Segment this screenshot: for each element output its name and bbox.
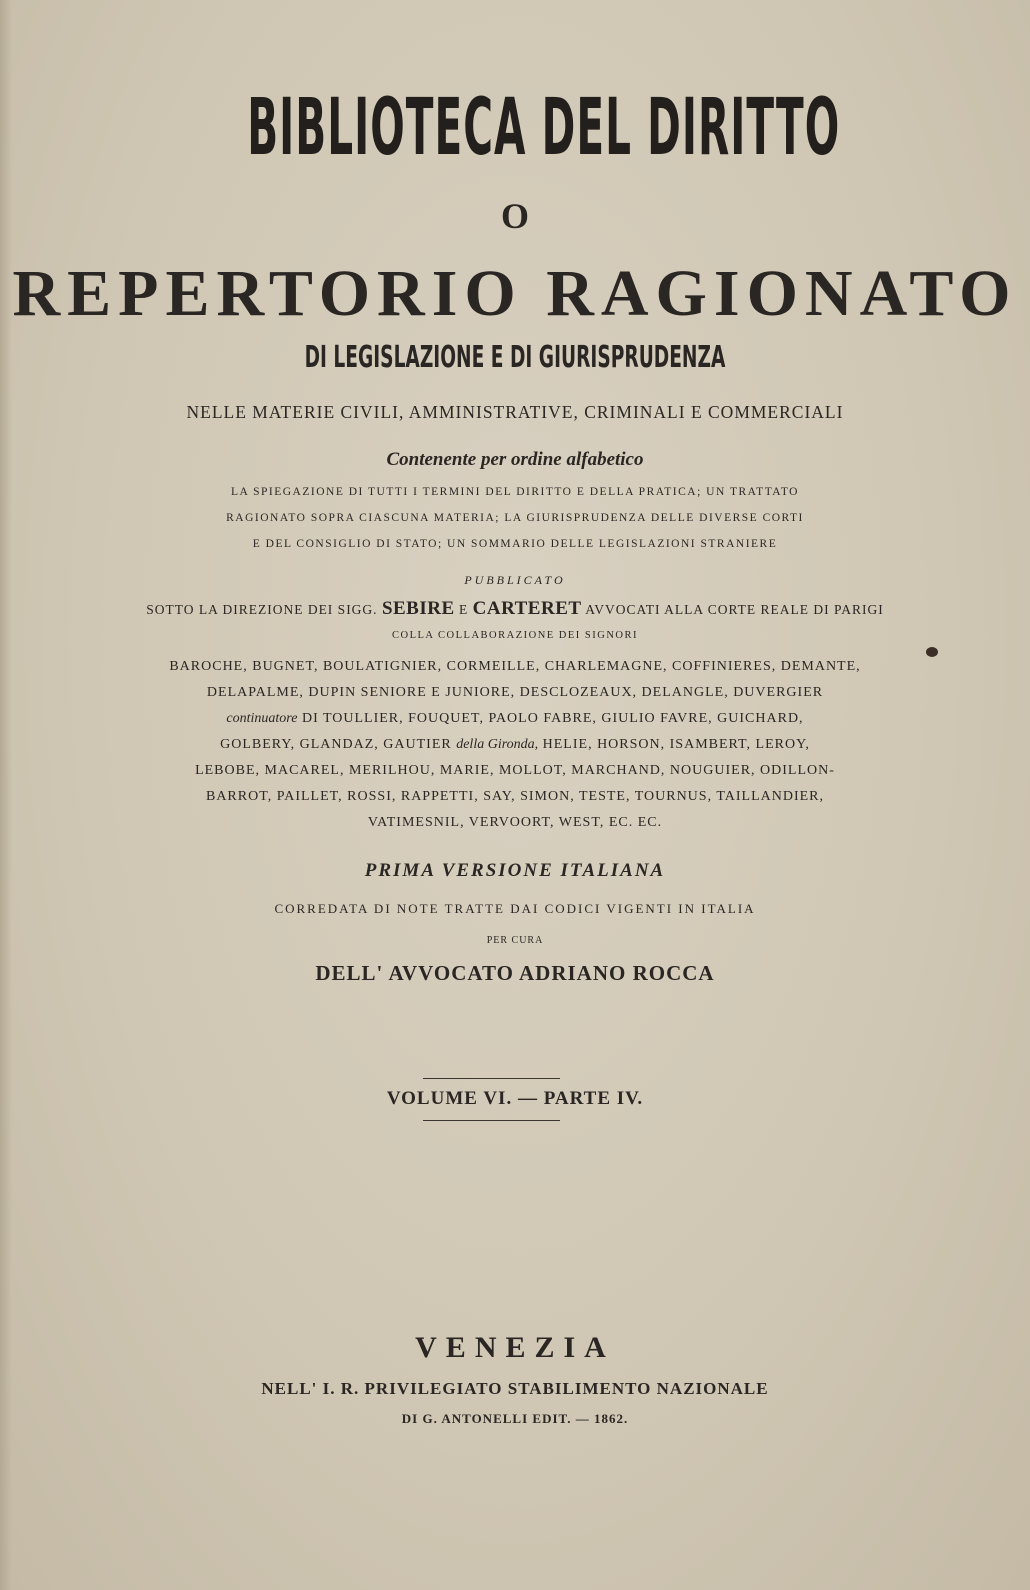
title-conjunction: O [500, 196, 529, 236]
collaborators-line-1: BAROCHE, BUGNET, BOULATIGNIER, CORMEILLE, CHARLEMAGNE, COFFINIERES, DEMANTE, [169, 659, 861, 674]
per-cura-label: PER CURA [486, 935, 544, 946]
collaborators-line-4-a: GOLBERY, GLANDAZ, GAUTIER [220, 737, 452, 752]
contenente-line: Contenente per ordine alfabetico [386, 449, 644, 470]
direzione-pre: SOTTO LA DIREZIONE DEI SIGG. [146, 602, 378, 617]
volume-rule-bottom [423, 1120, 560, 1121]
corredata-line: CORREDATA DI NOTE TRATTE DAI CODICI VIGENTI IN ITALIA [274, 901, 756, 916]
volume-rule-top [423, 1078, 560, 1079]
materie-line: NELLE MATERIE CIVILI, AMMINISTRATIVE, CRIMINALI E COMMERCIALI [186, 402, 844, 422]
collaborators-line-7: VATIMESNIL, VERVOORT, WEST, EC. EC. [367, 815, 663, 830]
collaborators-line-2: DELAPALME, DUPIN SENIORE E JUNIORE, DESCLOZEAUX, DELANGLE, DUVERGIER [206, 685, 824, 700]
direzione-conj: E [459, 602, 469, 617]
collaborators-line-6: BARROT, PAILLET, ROSSI, RAPPETTI, SAY, SIMON, TESTE, TOURNUS, TAILLANDIER, [205, 789, 825, 804]
subtitle: REPERTORIO RAGIONATO [12, 257, 1018, 330]
avvocato-line: DELL' AVVOCATO ADRIANO ROCCA [315, 961, 715, 985]
editor-line: DI G. ANTONELLI EDIT. — 1862. [401, 1411, 629, 1426]
continuatore-word: continuatore [226, 711, 298, 726]
direzione-line [0, 596, 1030, 623]
collaborators-line-4-b: HELIE, HORSON, ISAMBERT, LEROY, [542, 737, 810, 752]
director-carteret: CARTERET [472, 598, 582, 619]
publisher-line: NELL' I. R. PRIVILEGIATO STABILIMENTO NAZIONALE [261, 1379, 769, 1398]
collaborators-line-3 [0, 706, 1030, 732]
description-line-1: LA SPIEGAZIONE DI TUTTI I TERMINI DEL DIRITTO E DELLA PRATICA; UN TRATTATO [231, 486, 799, 498]
director-sebire: SEBIRE [381, 598, 455, 619]
della-gironda: della Gironda, [456, 737, 539, 752]
direzione-post: AVVOCATI ALLA CORTE REALE DI PARIGI [585, 602, 884, 617]
main-title: BIBLIOTECA DEL DIRITTO [247, 83, 841, 173]
subtitle-secondary: DI LEGISLAZIONE E DI GIURISPRUDENZA [304, 340, 726, 375]
description-line-2: RAGIONATO SOPRA CIASCUNA MATERIA; LA GIURISPRUDENZA DELLE DIVERSE CORTI [226, 512, 804, 524]
prima-versione: PRIMA VERSIONE ITALIANA [364, 860, 666, 881]
city-name: VENEZIA [415, 1331, 615, 1364]
collaborators-line-5: LEBOBE, MACAREL, MERILHOU, MARIE, MOLLOT, MARCHAND, NOUGUIER, ODILLON- [195, 763, 835, 778]
collaborators-line-3-text: DI TOULLIER, FOUQUET, PAOLO FABRE, GIULIO FAVRE, GUICHARD, [301, 711, 804, 726]
pubblicato-label: PUBBLICATO [464, 573, 566, 587]
collaborazione-label: COLLA COLLABORAZIONE DEI SIGNORI [391, 630, 639, 641]
description-line-3: E DEL CONSIGLIO DI STATO; UN SOMMARIO DELLE LEGISLAZIONI STRANIERE [252, 538, 778, 550]
volume-label: VOLUME VI. — PARTE IV. [386, 1088, 644, 1109]
collaborators-line-4 [0, 732, 1030, 758]
ink-spot [926, 647, 938, 657]
